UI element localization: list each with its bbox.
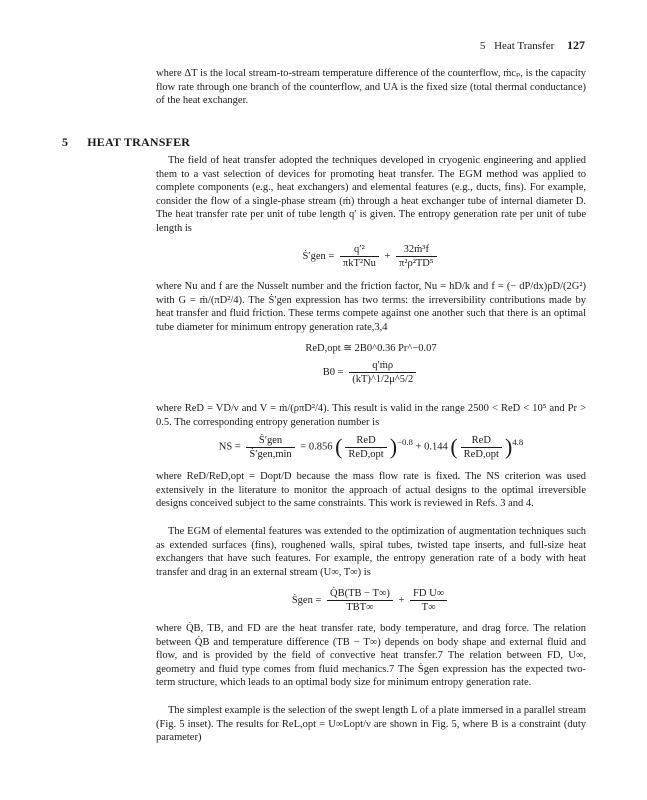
eq3-denominator: (kT)^1/2μ^5/2 <box>352 374 414 385</box>
header-section-number: 5 <box>479 40 486 52</box>
eq4-ratio <box>246 435 294 460</box>
eq4-left-paren-1: ( <box>335 434 343 459</box>
section-heading <box>62 135 190 150</box>
section-heading-number: 5 <box>62 135 69 149</box>
eq3-fraction <box>349 360 416 385</box>
eq1-plus: + <box>384 250 391 262</box>
eq3-lhs: B0 = <box>322 366 344 378</box>
page-number: 127 <box>567 38 585 52</box>
eq4-exponent-2: 4.8 <box>512 436 524 447</box>
equation-optimal-reynolds <box>156 342 586 354</box>
eq1-term1-denominator: πkT²Nu <box>342 258 376 269</box>
eq4-term2 <box>461 435 502 460</box>
eq4-coefficient: = 0.856 <box>300 441 333 453</box>
running-header <box>480 38 585 53</box>
paragraph-6: where Q̇B, TB, and FD are the heat transfer rate, body temperature, and drag force. The relation between Q̇B and temperature difference (TB − T∞) depends on body shape and external fluid and flow, and is provided by the field of convective heat transfer.7 The relation between FD, U∞, geometry and fluid type comes from fluid mechanics.7 The Ṡgen expression has the expected two-term structure, which leads to an optimal body size for minimum entropy generation rate. <box>156 623 586 689</box>
eq2-text: ReD,opt ≅ 2B0^0.36 Pr^−0.07 <box>305 343 437 354</box>
eq3-numerator: q′ṁρ <box>349 360 416 373</box>
eq5-term2-numerator: FD U∞ <box>410 588 447 601</box>
eq5-plus: + <box>398 594 405 606</box>
eq5-lhs: Ṡgen = <box>291 594 322 606</box>
paragraph-3: where ReD = VD/ν and V = ṁ/(ρπD²/4). This result is valid in the range 2500 < ReD < 10⁵ and Pr > 0.5. The corresponding entropy generation number is <box>156 403 586 428</box>
eq5-term1-denominator: TBT∞ <box>346 602 374 613</box>
intro-paragraph: where ΔT is the local stream-to-stream temperature difference of the counterflow, ṁcₚ, is the capacity flow rate through one branch of the counterflow, and UA is the fixed size (total thermal conductance) of the heat exchanger. <box>156 68 586 107</box>
eq4-right-paren-2: ) <box>504 434 513 459</box>
equation-entropy-generation-number <box>156 434 586 460</box>
eq5-term2 <box>410 588 447 613</box>
eq4-term1-denominator: ReD,opt <box>348 448 384 460</box>
eq4-lhs: NS = <box>218 441 241 453</box>
eq1-term2 <box>396 244 437 269</box>
eq4-term2-numerator: ReD <box>461 435 502 448</box>
eq4-right-paren-1: ) <box>389 434 398 459</box>
equation-b0 <box>156 360 586 385</box>
paragraph-4: where ReD/ReD,opt = Dopt/D because the mass flow rate is fixed. The NS criterion was used extensively in the literature to monitor the approach of actual designs to the optimal irreversible designs conceived subject to the same constraints. This work is reviewed in Refs. 3 and 4. <box>156 471 586 510</box>
eq4-term2-denominator: ReD,opt <box>463 448 499 460</box>
eq1-term1-numerator: q′² <box>340 244 379 257</box>
header-title: Heat Transfer <box>494 40 555 52</box>
eq1-term1 <box>340 244 379 269</box>
eq5-term2-denominator: T∞ <box>421 602 436 613</box>
eq4-left-paren-2: ( <box>450 434 458 459</box>
eq4-ratio-numerator: Ṡ′gen <box>246 435 294 448</box>
eq4-ratio-denominator: Ṡ′gen,min <box>249 448 292 460</box>
eq1-lhs: Ṡ′gen = <box>302 250 335 262</box>
eq5-term1-numerator: Q̇B(TB − T∞) <box>327 588 393 601</box>
equation-entropy-generation <box>156 244 586 269</box>
paragraph-5: The EGM of elemental features was extended to the optimization of augmentation techniques such as extended surfaces (fins), roughened walls, spiral tubes, twisted tape inserts, and full-size heat exchangers that have such features. For example, the entropy generation rate of a body with heat transfer and drag in an external stream (U∞, T∞) is <box>156 526 586 578</box>
paragraph-1: The field of heat transfer adopted the techniques developed in cryogenic engineering and applied them to a vast selection of devices for promoting heat transfer. The EGM method was applied to complete components (e.g., heat exchangers) and elemental features (e.g., ducts, fins). For example, consider the flow of a single-phase stream (ṁ) through a heat exchanger tube of internal diameter D. The heat transfer rate per unit of tube length q′ is given. The entropy generation rate per unit of tube length is <box>156 155 586 234</box>
eq5-term1 <box>327 588 393 613</box>
eq1-term2-numerator: 32ṁ³f <box>396 244 437 257</box>
eq4-plus-coefficient: + 0.144 <box>415 441 448 453</box>
paragraph-2: where Nu and f are the Nusselt number and the friction factor, Nu = hD/k and f = (− dP/dx)ρD/(2G²) with G = ṁ/(πD²/4). The Ṡ′gen expression has two terms: the irreversibility contributions made by heat transfer and fluid friction. These terms compete against one another such that there is an optimal tube diameter for minimum entropy generation rate,3,4 <box>156 281 586 333</box>
eq4-term1 <box>345 435 386 460</box>
paragraph-7: The simplest example is the selection of the swept length L of a plate immersed in a parallel stream (Fig. 5 inset). The results for ReL,opt = U∞Lopt/ν are shown in Fig. 5, where B is a constraint (duty parameter) <box>156 705 586 744</box>
eq4-exponent-1: −0.8 <box>397 436 413 447</box>
eq4-term1-numerator: ReD <box>345 435 386 448</box>
eq1-term2-denominator: π²ρ²TD⁵ <box>399 258 434 269</box>
equation-external-flow-entropy <box>156 588 586 613</box>
section-heading-title: HEAT TRANSFER <box>87 135 191 149</box>
